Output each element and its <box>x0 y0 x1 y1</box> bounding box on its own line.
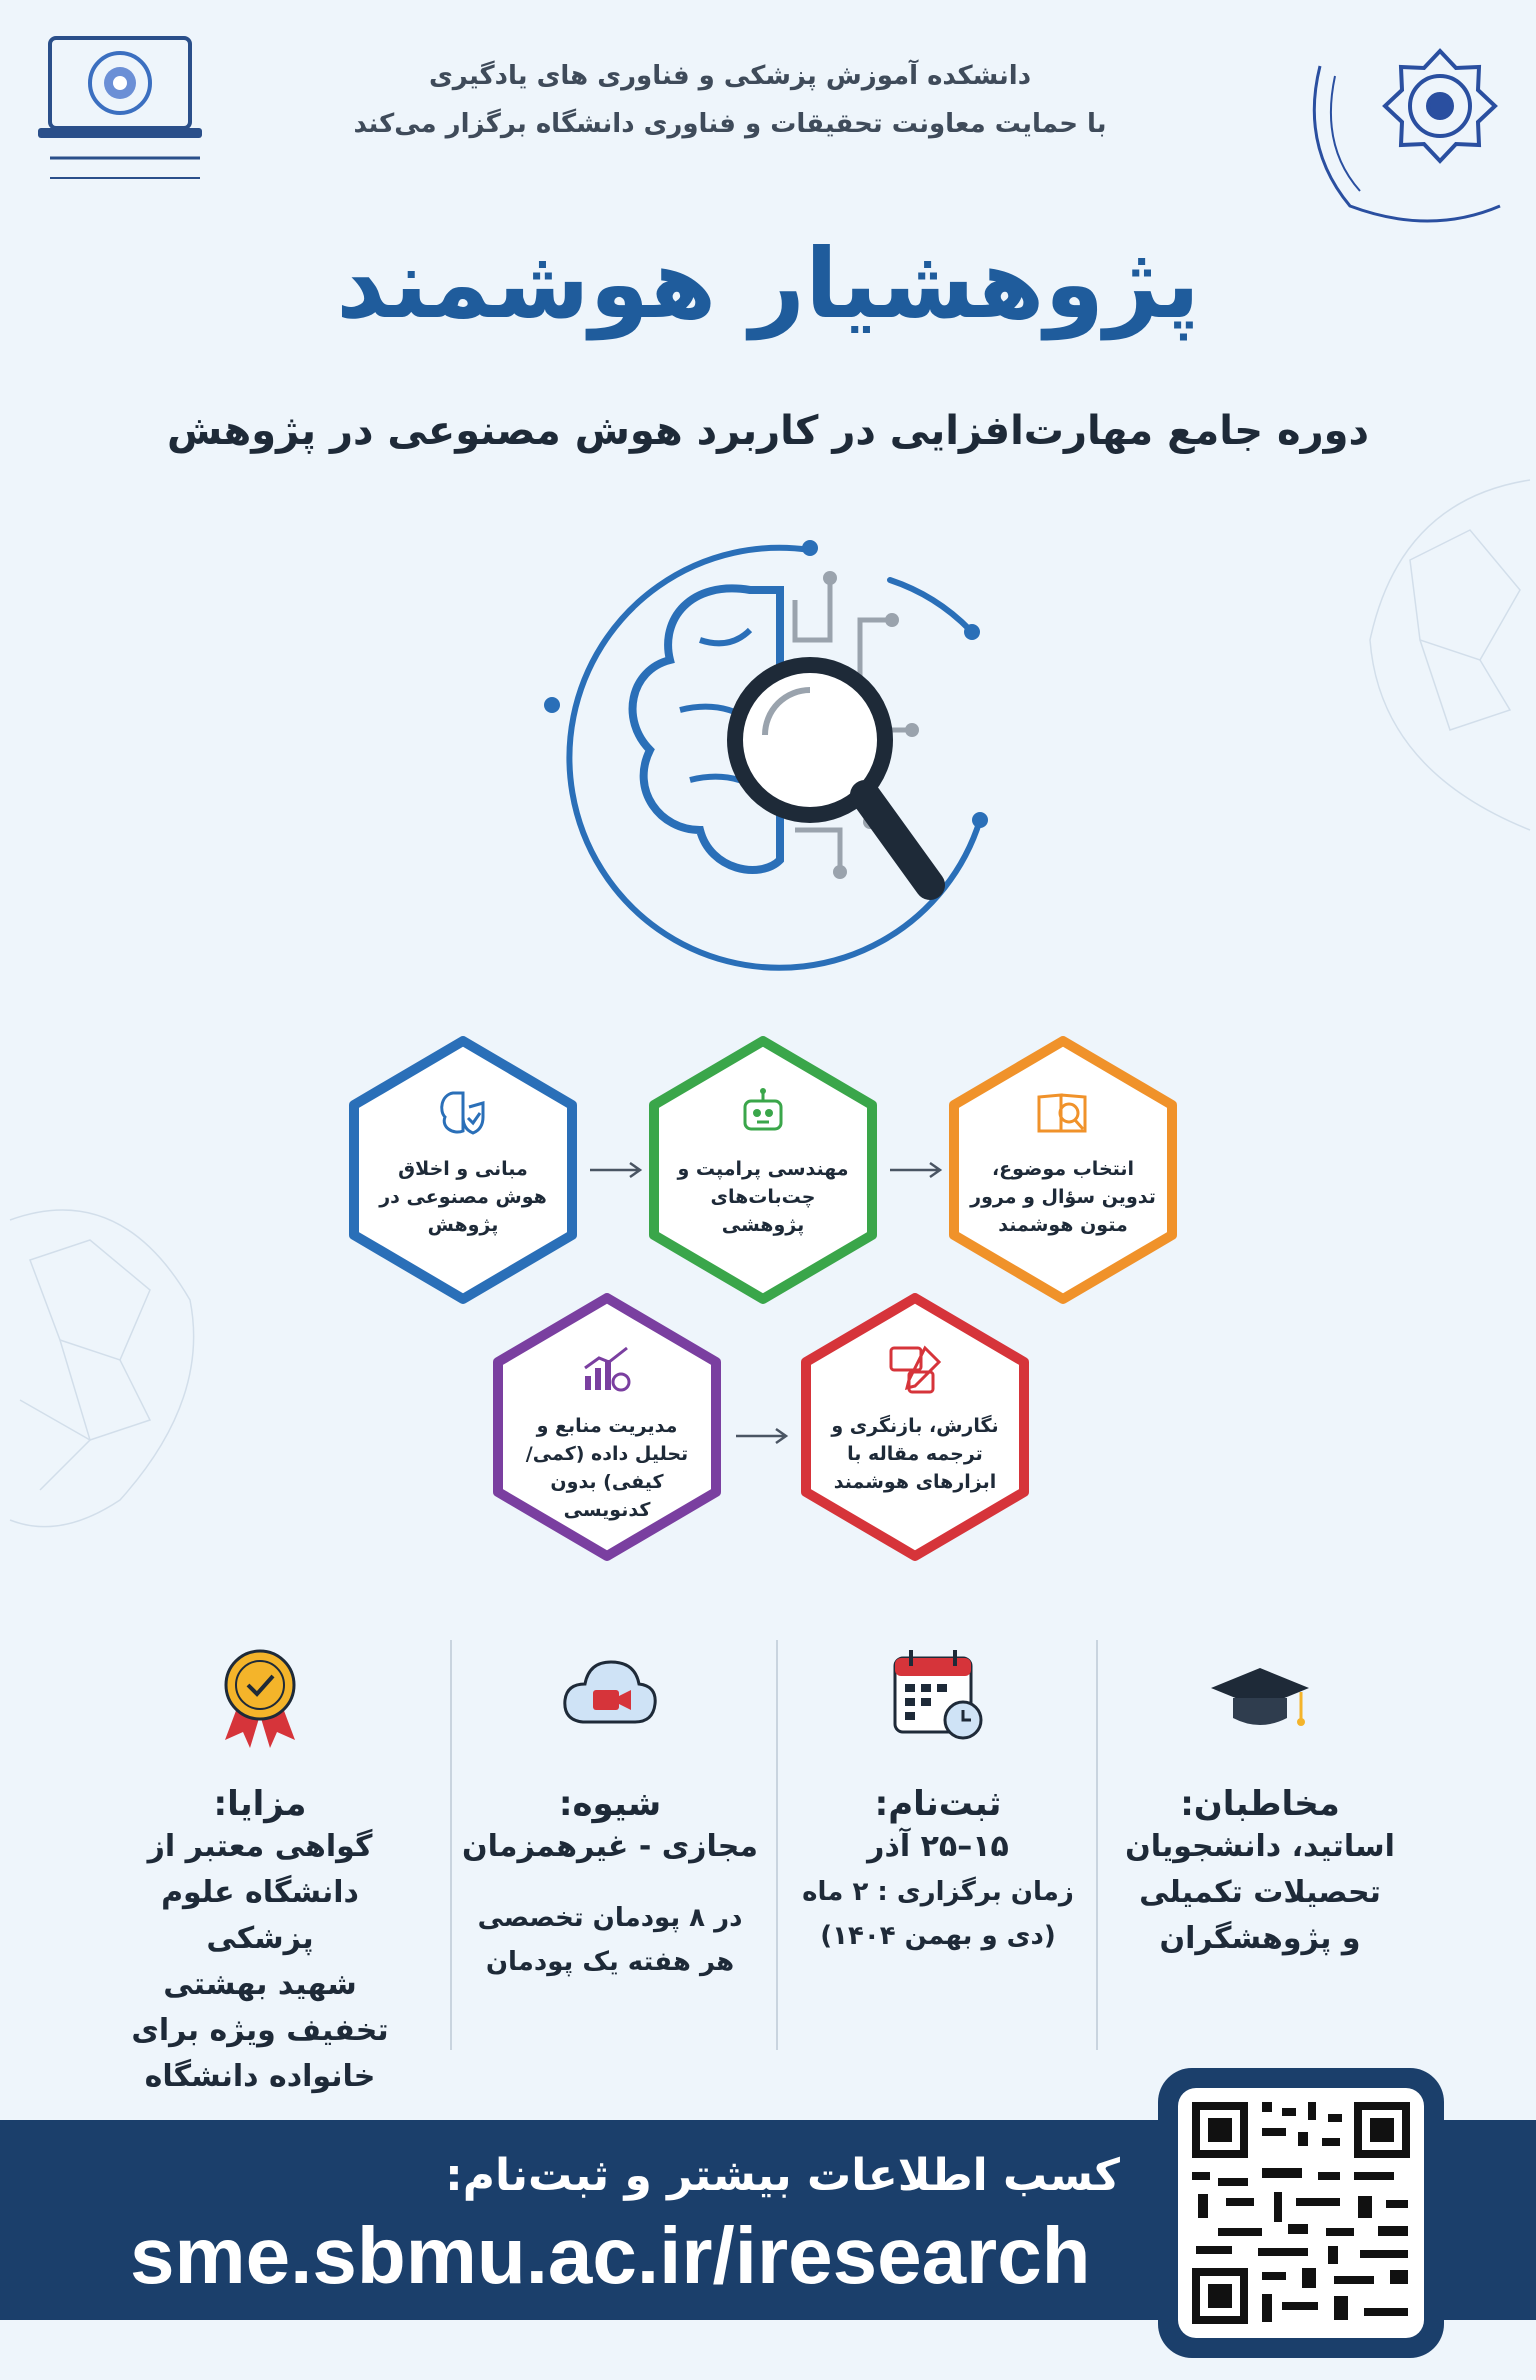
module-topic <box>948 1035 1178 1305</box>
module-label: انتخاب موضوع، تدوین سؤال و مرور متون هوشمند <box>970 1158 1156 1236</box>
method-section <box>460 1640 760 1984</box>
org-line: دانشکده آموزش پزشکی و فناوری های یادگیری <box>428 61 1032 91</box>
audience-line: اساتید، دانشجویان <box>1125 1829 1395 1864</box>
registration-dates: ۱۵–۲۵ آذر <box>867 1829 1009 1864</box>
benefits-line: تخفیف ویژه برای <box>131 2013 389 2048</box>
module-label: مهندسی پرامپت و چت‌بات‌های پژوهشی <box>677 1158 849 1236</box>
benefits-line: دانشگاه علوم پزشکی <box>161 1875 359 1956</box>
page-title: پژوهشیار هوشمند <box>336 228 1200 340</box>
registration-section <box>788 1640 1088 1958</box>
module-prompt <box>648 1035 878 1305</box>
writing-translate-icon <box>885 1340 945 1400</box>
qr-code[interactable] <box>1158 2068 1444 2358</box>
robot-icon <box>733 1083 793 1143</box>
arrow-right-icon <box>734 1426 790 1446</box>
brain-magnifier-icon <box>510 490 1030 990</box>
cloud-video-icon <box>555 1640 665 1750</box>
footer-label: کسب اطلاعات بیشتر و ثبت‌نام: <box>445 2150 1120 2201</box>
school-logo <box>30 28 210 198</box>
method-detail: هر هفته یک پودمان <box>485 1947 735 1977</box>
benefits-line: گواهی معتبر از <box>147 1829 373 1864</box>
module-label: نگارش، بازنگری و ترجمه مقاله با ابزارهای هوشمند <box>831 1415 999 1493</box>
method-detail: در ۸ پودمان تخصصی <box>477 1903 743 1933</box>
benefits-section <box>110 1640 410 2100</box>
calendar-clock-icon <box>883 1640 993 1750</box>
book-search-icon <box>1033 1083 1093 1143</box>
audience-line: تحصیلات تکمیلی <box>1139 1875 1381 1910</box>
arrow-right-icon <box>888 1160 944 1180</box>
benefits-line: شهید بهشتی <box>163 1967 357 2002</box>
method-main: مجازی - غیرهمزمان <box>462 1829 758 1864</box>
registration-title: ثبت‌نام: <box>874 1784 1002 1824</box>
divider <box>776 1640 778 2050</box>
certificate-badge-icon <box>205 1640 315 1750</box>
page-subtitle: دوره جامع مهارت‌افزایی در کاربرد هوش مصنوعی در پژوهش <box>166 408 1370 454</box>
module-data <box>492 1292 722 1562</box>
registration-link[interactable]: sme.sbmu.ac.ir/iresearch <box>130 2211 1091 2300</box>
university-logo <box>1290 36 1520 246</box>
module-writing <box>800 1292 1030 1562</box>
brain-shield-icon <box>433 1083 493 1143</box>
chart-gear-icon <box>577 1340 637 1400</box>
divider <box>450 1640 452 2050</box>
network-decoration-right <box>1340 440 1536 860</box>
registration-months: (دی و بهمن ۱۴۰۴) <box>820 1921 1056 1951</box>
divider <box>1096 1640 1098 2050</box>
qr-code-image <box>1178 2088 1424 2338</box>
audience-title: مخاطبان: <box>1180 1784 1340 1824</box>
support-line: با حمایت معاونت تحقیقات و فناوری دانشگاه برگزار می‌کند <box>353 109 1107 139</box>
header <box>330 52 1130 148</box>
module-label: مدیریت منابع و تحلیل داده (کمی/کیفی) بدون کدنویسی <box>525 1415 689 1521</box>
module-ethics <box>348 1035 578 1305</box>
registration-duration: زمان برگزاری : ۲ ماه <box>802 1877 1074 1907</box>
module-label: مبانی و اخلاق هوش مصنوعی در پژوهش <box>379 1158 547 1236</box>
audience-line: و پژوهشگران <box>1159 1921 1361 1956</box>
audience-section <box>1110 1640 1410 1962</box>
graduation-cap-icon <box>1205 1640 1315 1750</box>
network-decoration-left <box>0 1140 220 1560</box>
benefits-line: خانواده دانشگاه <box>144 2059 376 2094</box>
method-title: شیوه: <box>558 1784 662 1824</box>
benefits-title: مزایا: <box>213 1784 307 1824</box>
arrow-right-icon <box>588 1160 644 1180</box>
